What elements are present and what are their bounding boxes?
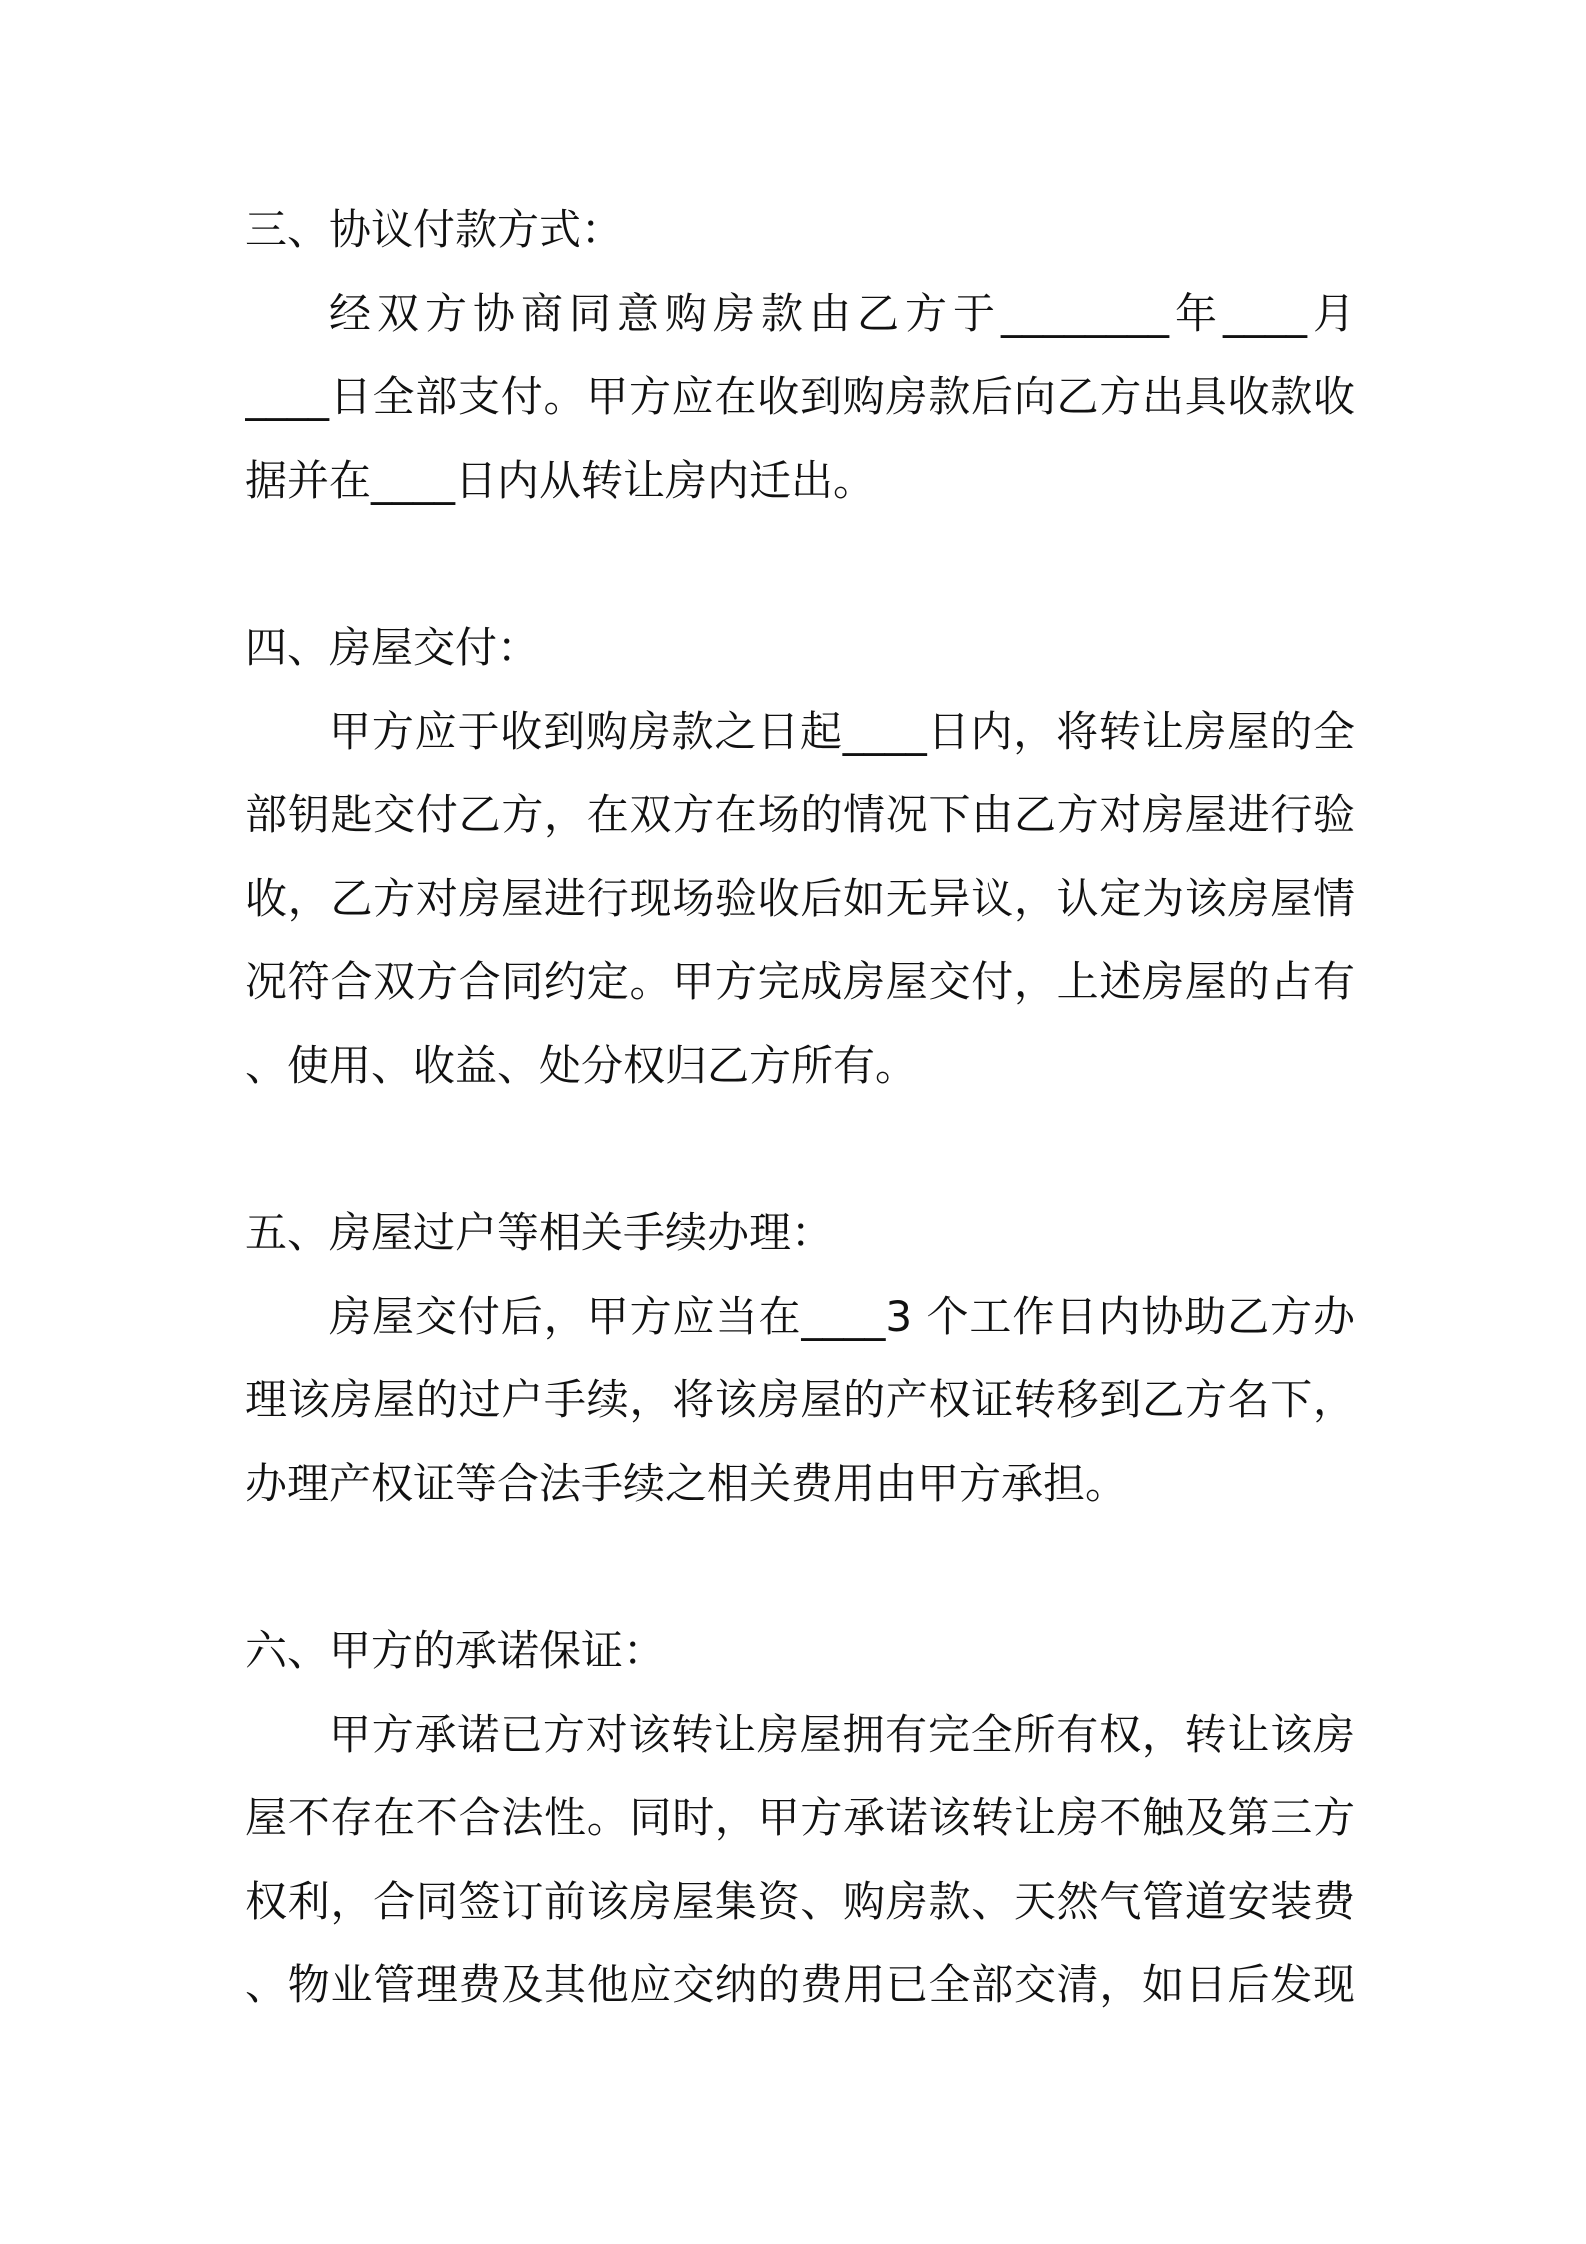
section-heading: 三、协议付款方式：	[245, 205, 624, 254]
paragraph-line: 办理产权证等合法手续之相关费用由甲方承担。	[245, 1458, 1128, 1508]
section-party-a-guarantee	[245, 1609, 1355, 2027]
paragraph-line: 部钥匙交付乙方，在双方在场的情况下由乙方对房屋进行验	[245, 790, 1355, 840]
section-payment-method	[245, 188, 1355, 522]
paragraph-line: 收，乙方对房屋进行现场验收后如无异议，认定为该房屋情	[245, 873, 1355, 923]
section-transfer-procedures	[245, 1191, 1355, 1525]
paragraph-line: 、物业管理费及其他应交纳的费用已全部交清，如日后发现	[245, 1960, 1355, 2010]
section-house-delivery	[245, 606, 1355, 1108]
paragraph-line: 、使用、收益、处分权归乙方所有。	[245, 1040, 918, 1090]
paragraph-line: 据并在____日内从转让房内迁出。	[245, 455, 876, 505]
section-heading: 四、房屋交付：	[245, 622, 540, 672]
paragraph-line: 经双方协商同意购房款由乙方于________年____月	[329, 288, 1355, 338]
paragraph-line: 权利，合同签订前该房屋集资、购房款、天然气管道安装费	[245, 1876, 1355, 1926]
paragraph-line: 甲方承诺已方对该转让房屋拥有完全所有权，转让该房	[329, 1709, 1355, 1759]
paragraph-line: ____日全部支付。甲方应在收到购房款后向乙方出具收款收	[245, 372, 1355, 422]
paragraph-line: 甲方应于收到购房款之日起____日内，将转让房屋的全	[329, 706, 1355, 756]
section-heading: 五、房屋过户等相关手续办理：	[245, 1208, 834, 1258]
section-heading: 六、甲方的承诺保证：	[245, 1626, 666, 1676]
paragraph-line: 理该房屋的过户手续，将该房屋的产权证转移到乙方名下，	[245, 1375, 1355, 1425]
paragraph-line: 房屋交付后，甲方应当在____3 个工作日内协助乙方办	[329, 1291, 1355, 1341]
paragraph-line: 况符合双方合同约定。甲方完成房屋交付，上述房屋的占有	[245, 957, 1355, 1007]
paragraph-line: 屋不存在不合法性。同时，甲方承诺该转让房不触及第三方	[245, 1793, 1355, 1843]
